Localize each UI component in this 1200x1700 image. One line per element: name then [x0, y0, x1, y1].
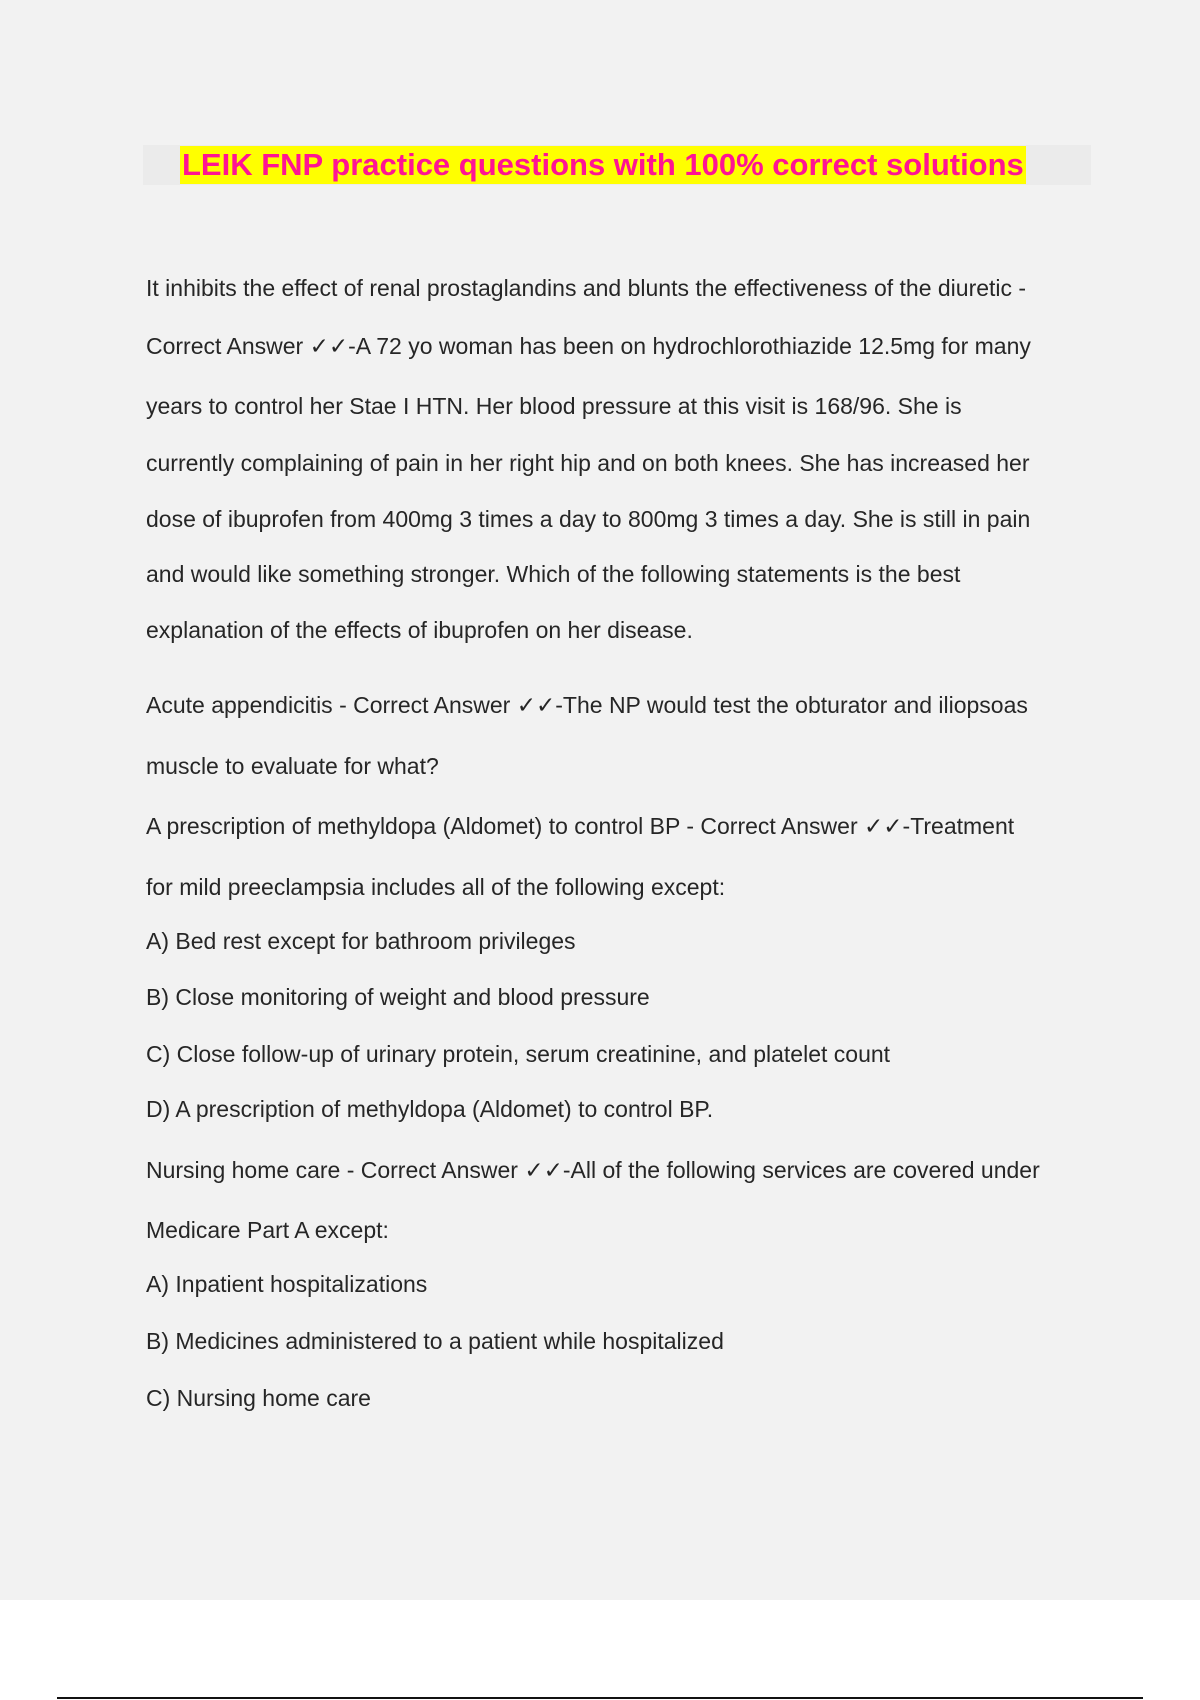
- text-line: and would like something stronger. Which of the following statements is the best: [146, 561, 961, 587]
- text-line: A) Bed rest except for bathroom privileges: [146, 928, 576, 954]
- text-line: Medicare Part A except:: [146, 1217, 389, 1243]
- text-line: D) A prescription of methyldopa (Aldomet) to control BP.: [146, 1096, 714, 1122]
- document-title: LEIK FNP practice questions with 100% correct solutions: [182, 147, 1024, 182]
- footer-divider: [57, 1697, 1143, 1699]
- text-line: A prescription of methyldopa (Aldomet) to control BP - Correct Answer ✓✓-Treatment: [146, 813, 1015, 839]
- text-line: It inhibits the effect of renal prostaglandins and blunts the effectiveness of the diuretic -: [146, 275, 1027, 301]
- text-line: explanation of the effects of ibuprofen on her disease.: [146, 617, 693, 643]
- text-line: years to control her Stae I HTN. Her blood pressure at this visit is 168/96. She is: [146, 393, 962, 419]
- text-line: B) Close monitoring of weight and blood pressure: [146, 984, 650, 1010]
- text-line: currently complaining of pain in her right hip and on both knees. She has increased her: [146, 450, 1030, 476]
- text-line: C) Nursing home care: [146, 1385, 371, 1411]
- text-line: for mild preeclampsia includes all of the following except:: [146, 874, 726, 900]
- text-line: A) Inpatient hospitalizations: [146, 1271, 428, 1297]
- text-line: Correct Answer ✓✓-A 72 yo woman has been on hydrochlorothiazide 12.5mg for many: [146, 333, 1031, 359]
- text-line: Acute appendicitis - Correct Answer ✓✓-The NP would test the obturator and iliopsoas: [146, 692, 1028, 718]
- text-line: muscle to evaluate for what?: [146, 753, 439, 779]
- text-line: dose of ibuprofen from 400mg 3 times a day to 800mg 3 times a day. She is still in pain: [146, 506, 1031, 532]
- text-line: C) Close follow-up of urinary protein, serum creatinine, and platelet count: [146, 1041, 891, 1067]
- text-line: Nursing home care - Correct Answer ✓✓-All of the following services are covered under: [146, 1157, 1040, 1183]
- text-line: B) Medicines administered to a patient while hospitalized: [146, 1328, 724, 1354]
